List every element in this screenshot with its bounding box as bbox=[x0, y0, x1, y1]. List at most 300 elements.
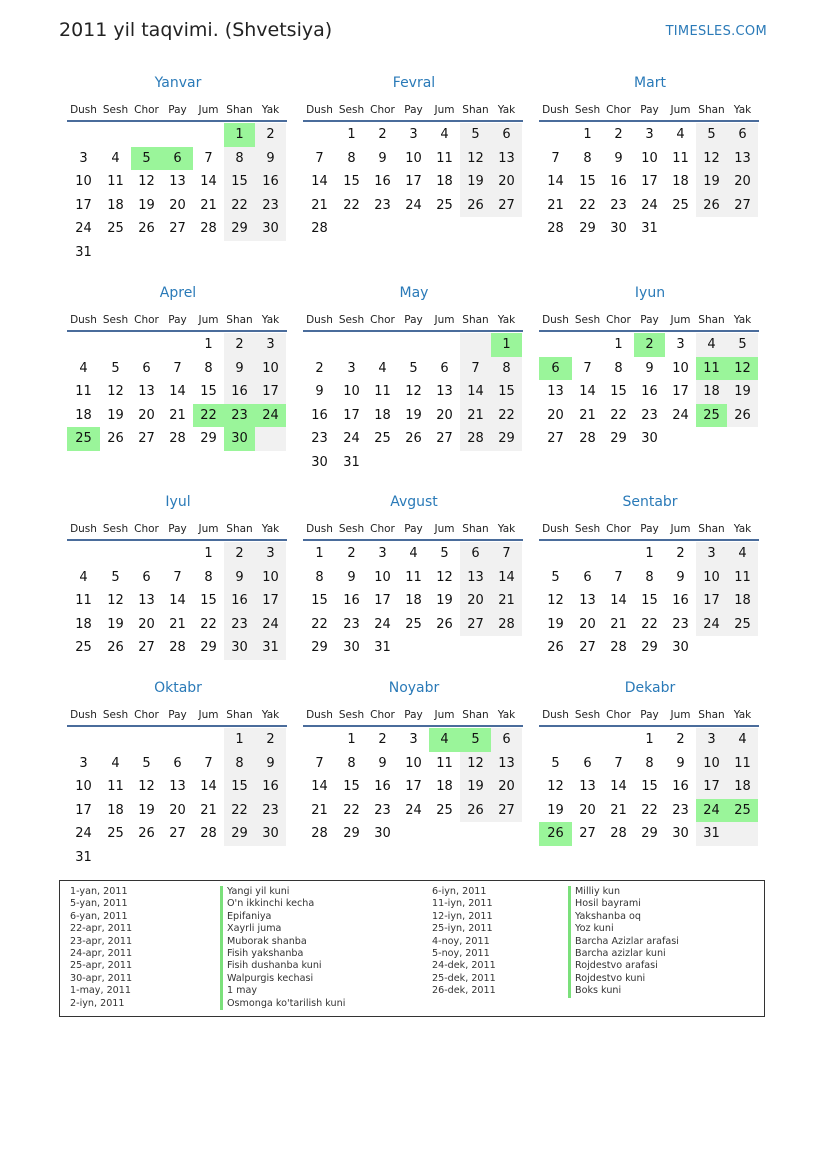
weekday-header: Jum bbox=[670, 314, 691, 326]
day-cell: 1 bbox=[645, 732, 654, 747]
day-cell: 18 bbox=[75, 616, 92, 632]
day-cell: 10 bbox=[696, 752, 727, 776]
month-oktabr bbox=[67, 679, 289, 870]
weekday-header-row bbox=[539, 515, 761, 535]
weekday-header: Jum bbox=[434, 709, 455, 721]
day-cell: 13 bbox=[138, 384, 155, 400]
day-cell: 4 bbox=[378, 360, 387, 376]
holiday-cell: 4 bbox=[429, 728, 460, 752]
day-cell: 5 bbox=[111, 360, 120, 376]
holiday-cell: 30 bbox=[224, 427, 255, 451]
legend-holiday-name: Yangi yil kuni bbox=[220, 886, 345, 898]
day-cell: 20 bbox=[138, 407, 155, 423]
weekday-header-row bbox=[67, 515, 289, 535]
weekday-header: Chor bbox=[606, 314, 631, 326]
header-rule bbox=[303, 330, 523, 332]
day-cell: 8 bbox=[614, 360, 623, 376]
weekday-header: Jum bbox=[670, 523, 691, 535]
empty-cell bbox=[572, 728, 603, 752]
weekday-header-row bbox=[539, 306, 761, 326]
weekday-header: Pay bbox=[168, 104, 187, 116]
day-cell: 2 bbox=[224, 333, 255, 357]
legend-holiday-name: Rojdestvo arafasi bbox=[568, 960, 679, 972]
day-cell: 5 bbox=[727, 333, 758, 357]
empty-cell bbox=[460, 217, 491, 241]
legend-date: 26-dek, 2011 bbox=[432, 985, 496, 997]
day-cell: 12 bbox=[436, 569, 453, 585]
weekday-header: Sesh bbox=[338, 314, 365, 326]
day-cell: 2 bbox=[224, 542, 255, 566]
day-cell: 22 bbox=[224, 799, 255, 823]
day-cell: 15 bbox=[343, 174, 360, 190]
day-cell: 27 bbox=[138, 640, 155, 656]
day-cell: 16 bbox=[610, 174, 627, 190]
header-rule bbox=[67, 725, 287, 727]
day-cell: 16 bbox=[641, 384, 658, 400]
day-cell: 7 bbox=[491, 542, 522, 566]
holiday-cell: 1 bbox=[491, 333, 522, 357]
legend-holiday-name: Xayrli juma bbox=[220, 923, 345, 935]
legend-date: 23-apr, 2011 bbox=[70, 935, 133, 947]
day-cell: 26 bbox=[405, 431, 422, 447]
day-cell: 12 bbox=[460, 752, 491, 776]
holiday-cell: 6 bbox=[162, 147, 193, 171]
day-cell: 21 bbox=[460, 404, 491, 428]
legend-date: 4-noy, 2011 bbox=[432, 935, 490, 947]
weekday-header: Pay bbox=[404, 314, 423, 326]
day-cell: 13 bbox=[491, 752, 522, 776]
weekday-header: Shan bbox=[226, 104, 253, 116]
weekday-header: Shan bbox=[226, 523, 253, 535]
day-cell: 18 bbox=[727, 589, 758, 613]
weekday-header: Yak bbox=[261, 709, 280, 721]
weekday-header: Yak bbox=[497, 104, 516, 116]
day-cell: 18 bbox=[436, 779, 453, 795]
header-rule bbox=[67, 120, 287, 122]
day-cell: 13 bbox=[436, 384, 453, 400]
day-cell: 3 bbox=[378, 546, 387, 561]
legend-date: 25-dek, 2011 bbox=[432, 972, 496, 984]
month-dekabr bbox=[539, 679, 761, 846]
day-cell: 26 bbox=[138, 826, 155, 842]
day-cell: 19 bbox=[460, 170, 491, 194]
empty-cell bbox=[67, 123, 100, 147]
weekday-header: Dush bbox=[306, 104, 333, 116]
empty-cell bbox=[460, 636, 491, 660]
weekday-header: Sesh bbox=[102, 709, 129, 721]
day-cell: 23 bbox=[641, 407, 658, 423]
legend-holiday-name: Milliy kun bbox=[568, 886, 679, 898]
day-cell: 11 bbox=[75, 593, 92, 609]
day-cell: 15 bbox=[311, 593, 328, 609]
day-cell: 18 bbox=[374, 407, 391, 423]
day-grid bbox=[303, 123, 525, 241]
day-cell: 19 bbox=[138, 802, 155, 818]
day-cell: 12 bbox=[547, 593, 564, 609]
day-cell: 21 bbox=[200, 197, 217, 213]
day-cell: 25 bbox=[436, 197, 453, 213]
weekday-header: Yak bbox=[261, 104, 280, 116]
day-cell: 13 bbox=[727, 147, 758, 171]
legend-date: 12-iyn, 2011 bbox=[432, 910, 493, 922]
weekday-header: Yak bbox=[497, 709, 516, 721]
day-cell: 14 bbox=[547, 174, 564, 190]
day-cell: 20 bbox=[491, 170, 522, 194]
weekday-header: Sesh bbox=[338, 523, 365, 535]
day-cell: 25 bbox=[107, 221, 124, 237]
empty-cell bbox=[193, 241, 224, 265]
day-cell: 26 bbox=[727, 404, 758, 428]
empty-cell bbox=[539, 333, 572, 357]
day-cell: 10 bbox=[672, 360, 689, 376]
legend-date: 5-yan, 2011 bbox=[70, 898, 128, 910]
day-cell: 30 bbox=[343, 640, 360, 656]
day-cell: 12 bbox=[138, 779, 155, 795]
header-rule bbox=[539, 330, 759, 332]
day-cell: 21 bbox=[547, 197, 564, 213]
day-cell: 11 bbox=[374, 384, 391, 400]
weekday-header-row bbox=[67, 96, 289, 116]
day-cell: 11 bbox=[75, 384, 92, 400]
legend-right-names bbox=[568, 886, 679, 998]
empty-cell bbox=[162, 123, 193, 147]
day-cell: 8 bbox=[645, 569, 654, 585]
weekday-header: Sesh bbox=[102, 523, 129, 535]
legend-holiday-name: Yoz kuni bbox=[568, 923, 679, 935]
day-cell: 4 bbox=[727, 542, 758, 566]
weekday-header: Dush bbox=[70, 104, 97, 116]
holiday-cell: 11 bbox=[696, 357, 727, 381]
legend-date: 6-yan, 2011 bbox=[70, 910, 128, 922]
month-name: Avgust bbox=[390, 494, 438, 510]
day-cell: 21 bbox=[491, 589, 522, 613]
empty-cell bbox=[100, 241, 131, 265]
day-cell: 29 bbox=[641, 826, 658, 842]
day-cell: 4 bbox=[111, 150, 120, 166]
header-rule bbox=[67, 330, 287, 332]
day-cell: 10 bbox=[75, 779, 92, 795]
day-cell: 4 bbox=[79, 360, 88, 376]
day-cell: 21 bbox=[169, 616, 186, 632]
day-cell: 27 bbox=[460, 613, 491, 637]
holiday-cell: 26 bbox=[539, 822, 572, 846]
legend-holiday-name: Muborak shanba bbox=[220, 936, 345, 948]
legend-holiday-name: Fisih dushanba kuni bbox=[220, 960, 345, 972]
day-cell: 15 bbox=[200, 384, 217, 400]
day-cell: 1 bbox=[347, 127, 356, 142]
empty-cell bbox=[491, 822, 522, 846]
day-cell: 27 bbox=[491, 194, 522, 218]
day-cell: 25 bbox=[75, 640, 92, 656]
day-grid bbox=[303, 542, 525, 660]
empty-cell bbox=[665, 217, 696, 241]
day-cell: 6 bbox=[173, 755, 182, 771]
day-cell: 16 bbox=[224, 380, 255, 404]
weekday-header: Dush bbox=[70, 709, 97, 721]
legend-date: 22-apr, 2011 bbox=[70, 923, 133, 935]
day-cell: 16 bbox=[374, 174, 391, 190]
weekday-header: Dush bbox=[306, 314, 333, 326]
month-name: Noyabr bbox=[388, 680, 440, 696]
day-cell: 11 bbox=[107, 174, 124, 190]
day-cell: 25 bbox=[436, 802, 453, 818]
day-cell: 14 bbox=[169, 384, 186, 400]
holiday-cell: 24 bbox=[255, 404, 286, 428]
day-grid bbox=[539, 542, 761, 660]
month-noyabr bbox=[303, 679, 525, 846]
day-cell: 23 bbox=[374, 197, 391, 213]
legend-holiday-name: Barcha azizlar kuni bbox=[568, 948, 679, 960]
day-cell: 26 bbox=[460, 799, 491, 823]
day-cell: 1 bbox=[204, 546, 213, 561]
day-cell: 5 bbox=[696, 123, 727, 147]
day-cell: 5 bbox=[551, 755, 560, 771]
empty-cell bbox=[67, 333, 100, 357]
day-cell: 20 bbox=[169, 197, 186, 213]
day-cell: 3 bbox=[255, 333, 286, 357]
day-cell: 19 bbox=[727, 380, 758, 404]
holiday-cell: 25 bbox=[696, 404, 727, 428]
weekday-header: Sesh bbox=[102, 314, 129, 326]
weekday-header: Chor bbox=[134, 104, 159, 116]
day-cell: 20 bbox=[460, 589, 491, 613]
day-cell: 29 bbox=[491, 427, 522, 451]
day-cell: 28 bbox=[200, 826, 217, 842]
legend-holiday-name: Osmonga ko'tarilish kuni bbox=[220, 998, 345, 1010]
day-cell: 17 bbox=[343, 407, 360, 423]
weekday-header: Dush bbox=[306, 709, 333, 721]
day-cell: 10 bbox=[696, 566, 727, 590]
day-cell: 8 bbox=[491, 357, 522, 381]
day-cell: 7 bbox=[173, 360, 182, 376]
day-cell: 24 bbox=[374, 616, 391, 632]
month-name: Aprel bbox=[159, 285, 197, 301]
day-cell: 30 bbox=[374, 826, 391, 842]
day-cell: 31 bbox=[75, 849, 92, 865]
month-fevral bbox=[303, 74, 525, 241]
holiday-cell: 25 bbox=[727, 799, 758, 823]
empty-cell bbox=[398, 822, 429, 846]
weekday-header: Jum bbox=[434, 104, 455, 116]
weekday-header: Chor bbox=[134, 523, 159, 535]
day-cell: 7 bbox=[614, 569, 623, 585]
day-cell: 23 bbox=[311, 431, 328, 447]
day-cell: 24 bbox=[343, 431, 360, 447]
weekday-header: Shan bbox=[462, 523, 489, 535]
day-cell: 15 bbox=[343, 779, 360, 795]
day-cell: 27 bbox=[138, 431, 155, 447]
empty-cell bbox=[460, 451, 491, 475]
day-cell: 9 bbox=[378, 755, 387, 771]
day-cell: 2 bbox=[614, 127, 623, 142]
day-cell: 11 bbox=[727, 566, 758, 590]
weekday-header: Shan bbox=[698, 709, 725, 721]
day-cell: 10 bbox=[255, 566, 286, 590]
day-cell: 27 bbox=[547, 431, 564, 447]
weekday-header: Shan bbox=[698, 104, 725, 116]
legend-left-dates bbox=[70, 886, 132, 1010]
weekday-header: Jum bbox=[434, 523, 455, 535]
weekday-header: Jum bbox=[670, 709, 691, 721]
empty-cell bbox=[491, 451, 522, 475]
day-cell: 10 bbox=[374, 569, 391, 585]
month-name: May bbox=[399, 285, 429, 301]
day-cell: 26 bbox=[696, 194, 727, 218]
empty-cell bbox=[696, 636, 727, 660]
day-cell: 3 bbox=[676, 337, 685, 352]
day-cell: 7 bbox=[173, 569, 182, 585]
month-name: Iyun bbox=[634, 285, 666, 301]
empty-cell bbox=[67, 728, 100, 752]
weekday-header: Shan bbox=[462, 314, 489, 326]
day-cell: 10 bbox=[405, 150, 422, 166]
weekday-header: Pay bbox=[640, 523, 659, 535]
brand-link[interactable]: TIMESLES.COM bbox=[665, 24, 767, 39]
day-cell: 26 bbox=[547, 640, 564, 656]
day-cell: 20 bbox=[436, 407, 453, 423]
day-cell: 15 bbox=[224, 170, 255, 194]
day-cell: 19 bbox=[460, 775, 491, 799]
day-cell: 6 bbox=[491, 123, 522, 147]
day-cell: 12 bbox=[138, 174, 155, 190]
day-cell: 27 bbox=[436, 431, 453, 447]
weekday-header: Dush bbox=[542, 523, 569, 535]
page-title: 2011 yil taqvimi. (Shvetsiya) bbox=[59, 19, 333, 41]
day-cell: 13 bbox=[138, 593, 155, 609]
day-cell: 19 bbox=[547, 616, 564, 632]
day-cell: 24 bbox=[75, 221, 92, 237]
day-cell: 30 bbox=[311, 454, 328, 470]
day-cell: 3 bbox=[409, 127, 418, 142]
day-cell: 17 bbox=[255, 589, 286, 613]
day-cell: 23 bbox=[343, 616, 360, 632]
header-rule bbox=[303, 120, 523, 122]
day-cell: 21 bbox=[579, 407, 596, 423]
empty-cell bbox=[727, 427, 758, 451]
day-cell: 24 bbox=[405, 802, 422, 818]
day-cell: 23 bbox=[374, 802, 391, 818]
legend-holiday-name: Yakshanba oq bbox=[568, 911, 679, 923]
weekday-header-row bbox=[303, 515, 525, 535]
day-cell: 5 bbox=[440, 546, 449, 561]
day-cell: 14 bbox=[169, 593, 186, 609]
day-cell: 28 bbox=[311, 826, 328, 842]
day-cell: 9 bbox=[315, 384, 324, 400]
empty-cell bbox=[429, 217, 460, 241]
day-grid bbox=[67, 123, 289, 265]
day-cell: 4 bbox=[79, 569, 88, 585]
day-cell: 29 bbox=[579, 221, 596, 237]
legend-holiday-name: Epifaniya bbox=[220, 911, 345, 923]
day-cell: 17 bbox=[672, 384, 689, 400]
day-cell: 22 bbox=[579, 197, 596, 213]
day-cell: 14 bbox=[610, 593, 627, 609]
day-cell: 8 bbox=[645, 755, 654, 771]
empty-cell bbox=[367, 333, 398, 357]
day-grid bbox=[67, 333, 289, 451]
weekday-header: Shan bbox=[462, 709, 489, 721]
day-cell: 2 bbox=[676, 546, 685, 561]
day-cell: 28 bbox=[610, 640, 627, 656]
day-cell: 9 bbox=[224, 566, 255, 590]
day-cell: 22 bbox=[343, 802, 360, 818]
day-cell: 13 bbox=[169, 174, 186, 190]
day-cell: 9 bbox=[676, 755, 685, 771]
day-cell: 8 bbox=[347, 755, 356, 771]
day-cell: 22 bbox=[224, 194, 255, 218]
day-cell: 18 bbox=[696, 380, 727, 404]
day-cell: 10 bbox=[343, 384, 360, 400]
holiday-legend bbox=[59, 880, 765, 1017]
month-name: Iyul bbox=[165, 494, 191, 510]
empty-cell bbox=[727, 636, 758, 660]
day-cell: 20 bbox=[547, 407, 564, 423]
weekday-header: Chor bbox=[606, 709, 631, 721]
day-cell: 4 bbox=[696, 333, 727, 357]
day-cell: 6 bbox=[727, 123, 758, 147]
empty-cell bbox=[367, 451, 398, 475]
day-cell: 5 bbox=[409, 360, 418, 376]
day-cell: 21 bbox=[200, 802, 217, 818]
day-cell: 22 bbox=[311, 616, 328, 632]
weekday-header: Yak bbox=[497, 523, 516, 535]
day-cell: 21 bbox=[610, 616, 627, 632]
day-cell: 22 bbox=[343, 197, 360, 213]
day-cell: 14 bbox=[491, 566, 522, 590]
weekday-header: Jum bbox=[198, 523, 219, 535]
day-cell: 30 bbox=[255, 822, 286, 846]
day-cell: 3 bbox=[255, 542, 286, 566]
legend-holiday-name: Boks kuni bbox=[568, 985, 679, 997]
day-cell: 20 bbox=[138, 616, 155, 632]
legend-holiday-name: 1 may bbox=[220, 985, 345, 997]
day-cell: 26 bbox=[107, 640, 124, 656]
legend-date: 25-apr, 2011 bbox=[70, 960, 133, 972]
weekday-header: Yak bbox=[497, 314, 516, 326]
day-cell: 28 bbox=[169, 640, 186, 656]
empty-cell bbox=[460, 822, 491, 846]
empty-cell bbox=[336, 217, 367, 241]
header-rule bbox=[303, 539, 523, 541]
day-cell: 3 bbox=[347, 360, 356, 376]
day-cell: 24 bbox=[75, 826, 92, 842]
weekday-header: Pay bbox=[640, 104, 659, 116]
day-cell: 22 bbox=[491, 404, 522, 428]
empty-cell bbox=[224, 846, 255, 870]
empty-cell bbox=[162, 542, 193, 566]
day-cell: 28 bbox=[460, 427, 491, 451]
day-cell: 7 bbox=[614, 755, 623, 771]
day-cell: 23 bbox=[255, 799, 286, 823]
day-cell: 17 bbox=[405, 779, 422, 795]
empty-cell bbox=[303, 728, 336, 752]
empty-cell bbox=[398, 636, 429, 660]
day-cell: 30 bbox=[641, 431, 658, 447]
legend-date: 2-iyn, 2011 bbox=[70, 997, 125, 1009]
weekday-header-row bbox=[539, 96, 761, 116]
legend-date: 11-iyn, 2011 bbox=[432, 898, 493, 910]
weekday-header: Shan bbox=[226, 709, 253, 721]
month-name: Dekabr bbox=[624, 680, 676, 696]
day-cell: 22 bbox=[641, 802, 658, 818]
day-cell: 5 bbox=[142, 755, 151, 771]
weekday-header: Jum bbox=[198, 709, 219, 721]
day-cell: 23 bbox=[224, 613, 255, 637]
day-cell: 22 bbox=[641, 616, 658, 632]
day-cell: 29 bbox=[200, 431, 217, 447]
empty-cell bbox=[224, 241, 255, 265]
legend-holiday-name: Rojdestvo kuni bbox=[568, 973, 679, 985]
